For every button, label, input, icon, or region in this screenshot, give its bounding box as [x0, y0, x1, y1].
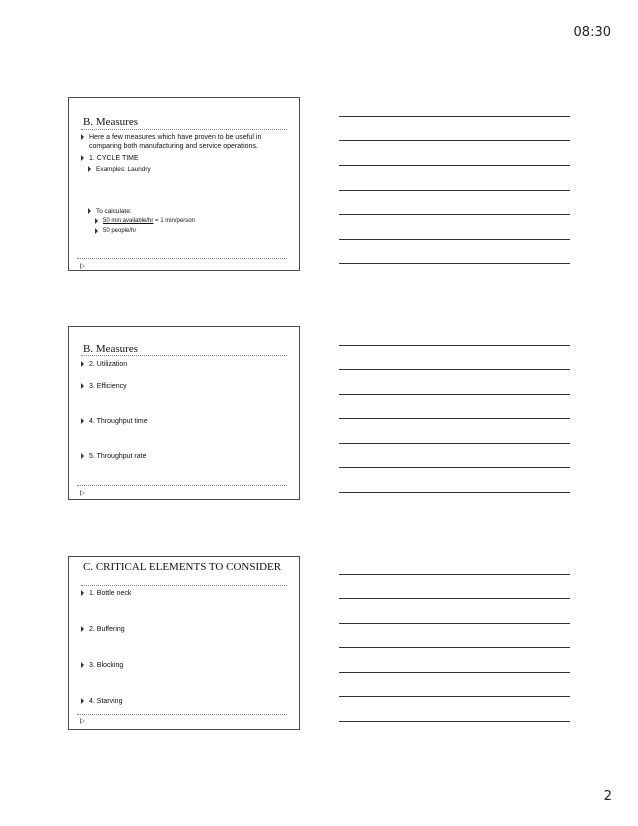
slide-3 [68, 556, 300, 730]
bullet-icon [81, 155, 84, 161]
page-number: 2 [603, 789, 612, 804]
bullet-icon [81, 590, 84, 596]
bullet-icon [81, 418, 84, 424]
note-line [339, 394, 570, 395]
note-line [339, 574, 570, 575]
bullet-icon [81, 383, 84, 389]
note-line [339, 492, 570, 493]
bullet-icon [95, 228, 98, 234]
bullet-item: 50 min available/hr = 1 min/person [103, 217, 195, 226]
bullet-icon [81, 698, 84, 704]
slide-nav-arrow-icon [80, 718, 85, 724]
slide-nav-arrow-icon [80, 263, 85, 269]
note-line [339, 345, 570, 346]
bullet-icon [81, 134, 84, 140]
bullet-item: 50 people/hr [103, 227, 136, 236]
slide-title: C. CRITICAL ELEMENTS TO CONSIDER [83, 561, 282, 573]
footer-rule [77, 714, 287, 715]
note-line [339, 239, 570, 240]
note-line [339, 721, 570, 722]
bullet-item: Examples: Laundry [96, 165, 151, 174]
note-line [339, 369, 570, 370]
bullet-icon [88, 208, 91, 214]
note-line [339, 623, 570, 624]
note-line [339, 190, 570, 191]
note-line [339, 140, 570, 141]
note-line [339, 263, 570, 264]
title-rule [81, 355, 287, 356]
page-time: 08:30 [573, 25, 611, 40]
note-line [339, 214, 570, 215]
note-line [339, 467, 570, 468]
footer-rule [77, 258, 287, 259]
bullet-item: 5. Throughput rate [89, 452, 285, 461]
note-line [339, 598, 570, 599]
slide-nav-arrow-icon [80, 490, 85, 496]
title-rule [81, 585, 287, 586]
bullet-item: 4. Throughput time [89, 417, 285, 426]
bullet-item: 1. CYCLE TIME [89, 154, 285, 163]
bullet-item: 2. Utilization [89, 360, 285, 369]
slide-title: B. Measures [83, 116, 138, 128]
bullet-icon [81, 361, 84, 367]
note-line [339, 647, 570, 648]
bullet-item: To calculate: [96, 207, 132, 216]
bullet-icon [81, 453, 84, 459]
bullet-item: 1. Bottle neck [89, 589, 285, 598]
bullet-icon [81, 626, 84, 632]
slide-2 [68, 326, 300, 500]
footer-rule [77, 485, 287, 486]
slide-title: B. Measures [83, 343, 138, 355]
note-line [339, 672, 570, 673]
title-rule [81, 129, 287, 130]
note-line [339, 165, 570, 166]
slide-1 [68, 97, 300, 271]
note-line [339, 418, 570, 419]
bullet-item: 4. Starving [89, 697, 285, 706]
bullet-item: 3. Blocking [89, 661, 285, 670]
note-line [339, 116, 570, 117]
bullet-item: 2. Buffering [89, 625, 285, 634]
bullet-item: 3. Efficiency [89, 382, 285, 391]
note-line [339, 696, 570, 697]
bullet-icon [88, 166, 91, 172]
bullet-icon [81, 662, 84, 668]
note-line [339, 443, 570, 444]
bullet-item: Here a few measures which have proven to be useful in comparing both manufacturing and service operations. [89, 133, 285, 151]
bullet-icon [95, 218, 98, 224]
